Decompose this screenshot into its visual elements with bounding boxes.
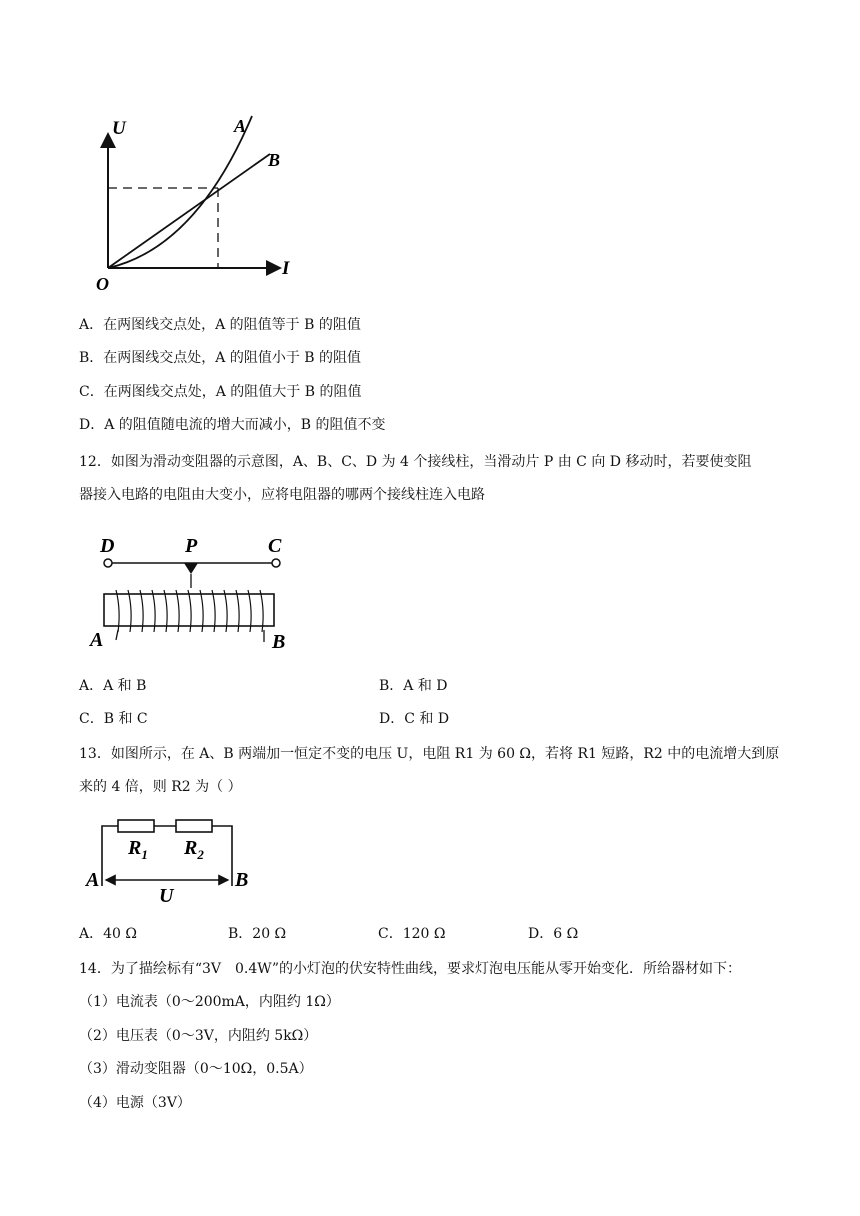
q12-option-a: A．A 和 B [79, 678, 147, 694]
q12-text-line1: 12．如图为滑动变阻器的示意图，A、B、C、D 为 4 个接线柱，当滑动片 P 由 C 向 D 移动时，若要使变阻 [79, 454, 752, 470]
terminal-a-lead [116, 630, 118, 640]
q13-option-b: B．20 Ω [228, 926, 287, 942]
q11-option-c: C．在两图线交点处，A 的阻值大于 B 的阻值 [79, 384, 362, 400]
q14-item-3: （3）滑动变阻器（0～10Ω，0.5A） [79, 1061, 313, 1077]
q14-item-2: （2）电压表（0～3V，内阻约 5kΩ） [79, 1028, 318, 1044]
r1-label: $R_1$ [128, 837, 148, 862]
circuit-figure [84, 814, 264, 906]
terminal-a-label: A [90, 629, 104, 651]
u-axis-label: U [112, 118, 126, 139]
terminal-a-label: A [86, 869, 100, 891]
i-axis-label: I [282, 258, 290, 279]
q11-option-d: D．A 的阻值随电流的增大而减小，B 的阻值不变 [79, 417, 386, 433]
voltage-u-label: U [159, 885, 174, 906]
q12-option-b: B．A 和 D [379, 678, 448, 694]
terminal-c-label: C [268, 535, 282, 557]
circuit-wire [102, 826, 232, 886]
curve-a [108, 116, 252, 268]
slider-p-label: P [185, 535, 198, 557]
origin-label: O [96, 274, 109, 294]
q13-option-d: D．6 Ω [528, 926, 579, 942]
q12-option-d: D．C 和 D [379, 711, 450, 727]
slider-p [184, 563, 198, 574]
curve-a-label: A [234, 116, 247, 136]
q14-item-1: （1）电流表（0～200mA，内阻约 1Ω） [79, 994, 340, 1010]
terminal-c [272, 559, 280, 567]
curve-b [108, 154, 270, 268]
q14-item-4: （4）电源（3V） [79, 1095, 191, 1111]
q13-option-a: A．40 Ω [79, 926, 137, 942]
q14-intro: 14．为了描绘标有“3V 0.4W”的小灯泡的伏安特性曲线，要求灯泡电压能从零开始变化．所给器材如下： [79, 961, 742, 977]
q13-text-line1: 13．如图所示，在 A、B 两端加一恒定不变的电压 U，电阻 R1 为 60 Ω，若将 R1 短路，R2 中的电流增大到原 [79, 746, 780, 762]
q13-option-c: C．120 Ω [378, 926, 446, 942]
ui-graph-figure [92, 112, 307, 297]
terminal-b-label: B [235, 869, 249, 891]
resistor-r2 [176, 820, 212, 832]
resistor-r1 [118, 820, 154, 832]
terminal-d [104, 559, 112, 567]
rheostat-figure [88, 530, 298, 655]
terminal-d-label: D [100, 535, 115, 557]
q12-text-line2: 器接入电路的电阻由大变小，应将电阻器的哪两个接线柱连入电路 [79, 487, 485, 503]
q11-option-a: A．在两图线交点处，A 的阻值等于 B 的阻值 [79, 317, 361, 333]
terminal-b-label: B [272, 631, 286, 653]
q13-text-line2: 来的 4 倍，则 R2 为（ ） [79, 779, 242, 795]
r2-label: $R_2$ [184, 837, 204, 862]
q11-option-b: B．在两图线交点处，A 的阻值小于 B 的阻值 [79, 350, 362, 366]
q12-option-c: C．B 和 C [79, 711, 148, 727]
curve-b-label: B [268, 150, 281, 170]
